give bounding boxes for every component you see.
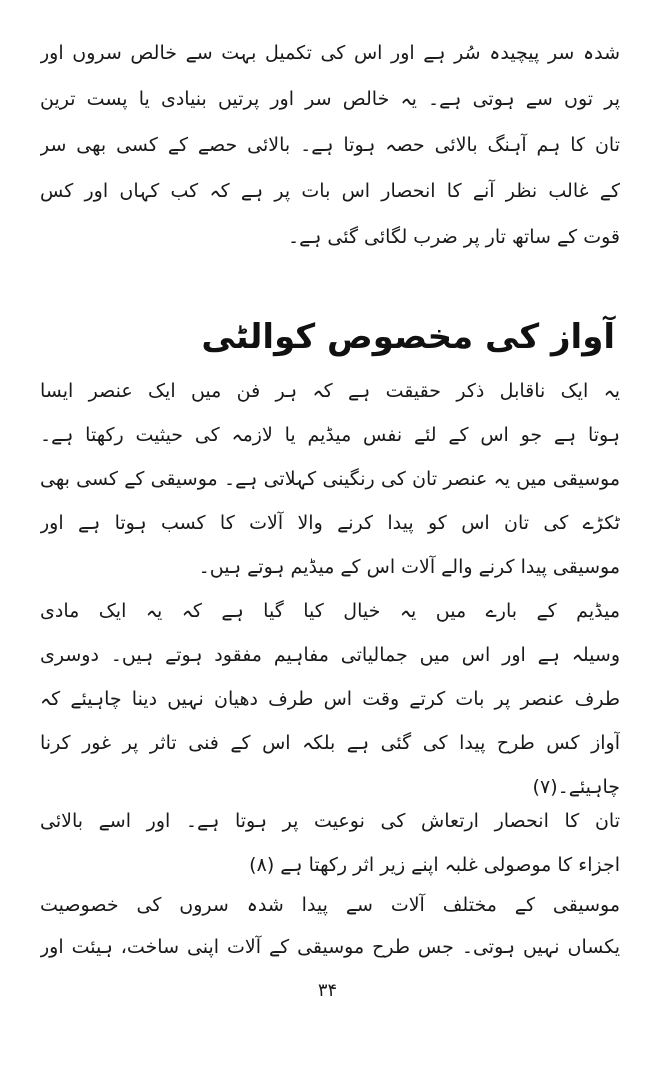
- text-line: میڈیم کے بارے میں یہ خیال کیا گیا ہے کہ یہ ایک مادی: [40, 600, 620, 622]
- text-line: اجزاء کا موصولی غلبہ اپنے زیر اثر رکھتا ہے (۸): [249, 854, 620, 876]
- text-line: تان کا انحصار ارتعاش کی نوعیت پر ہوتا ہے۔ اور اسے بالائی: [40, 810, 620, 832]
- text-line: یکساں نہیں ہوتی۔ جس طرح موسیقی کے آلات اپنی ساخت، ہیئت اور: [40, 936, 620, 958]
- body-paragraph-1: [40, 376, 620, 582]
- text-line: یہ ایک ناقابل ذکر حقیقت ہے کہ ہر فن میں ایک عنصر ایسا: [40, 380, 620, 402]
- top-paragraph: [40, 38, 620, 252]
- text-line: چاہیئے۔(۷): [532, 776, 620, 798]
- text-line: کے غالب نظر آنے کا انحصار اس بات پر ہے کہ کب کہاں اور کس: [40, 180, 620, 202]
- text-line: طرف عنصر پر بات کرتے وقت اس طرف دھیان نہیں دینا چاہیئے کہ: [40, 688, 620, 710]
- text-line: ہوتا ہے جو اس کے لئے نفس میڈیم یا لازمہ کی حیثیت رکھتا ہے۔: [40, 424, 620, 446]
- body-paragraph-2: [40, 596, 620, 802]
- text-line: موسیقی پیدا کرنے والے آلات اس کے میڈیم ہوتے ہیں۔: [198, 556, 620, 578]
- text-line: تان کا ہم آہنگ بالائی حصہ ہوتا ہے۔ بالائی حصے کے کسی بھی سر: [40, 134, 620, 156]
- text-line: قوت کے ساتھ تار پر ضرب لگائی گئی ہے۔: [287, 226, 620, 248]
- body-paragraph-4: [40, 890, 620, 962]
- body-paragraph-3: [40, 806, 620, 880]
- text-line: موسیقی کے مختلف آلات سے پیدا شدہ سروں کی خصوصیت: [40, 894, 620, 916]
- text-line: وسیلہ ہے اور اس میں جمالیاتی مفاہیم مفقود ہوتے ہیں۔ دوسری: [40, 644, 620, 666]
- text-line: شدہ سر پیچیدہ سُر ہے اور اس کی تکمیل بہت سے خالص سروں اور: [40, 42, 620, 64]
- section-heading: آواز کی مخصوص کوالٹی: [201, 317, 615, 357]
- text-line: موسیقی میں یہ عنصر تان کی رنگینی کہلاتی ہے۔ موسیقی کے کسی بھی: [40, 468, 620, 490]
- text-line: ٹکڑے کی تان اس کو پیدا کرنے والا آلات کا کسب ہوتا ہے اور: [40, 512, 620, 534]
- text-line: پر توں سے ہوتی ہے۔ یہ خالص سر اور پرتیں بنیادی یا پست ترین: [40, 88, 620, 110]
- page-number: ۳۴: [317, 980, 338, 1001]
- text-line: آواز کس طرح پیدا کی گئی ہے بلکہ اس کے فنی تاثر پر غور کرنا: [40, 732, 620, 754]
